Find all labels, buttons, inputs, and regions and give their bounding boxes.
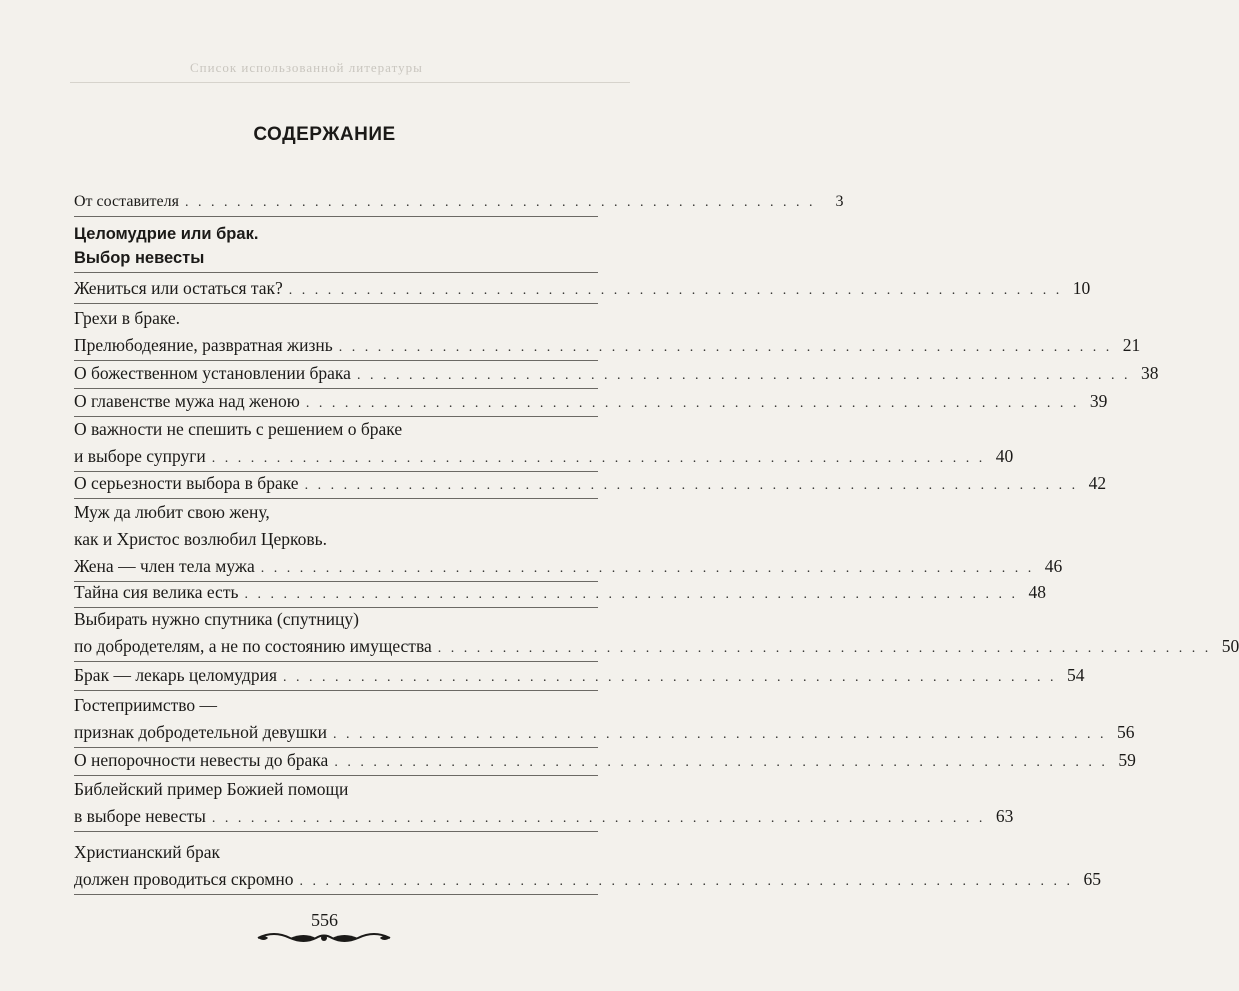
toc-entry-line <box>74 606 598 633</box>
toc-page-number: 65 <box>1083 869 1101 889</box>
leader-dots: . . . . . . . . . . . . . . . . . . . . . . . . . . . . . . . . . . . . . . . . . . . . . . . . . . . . . . . . . . . . <box>338 340 1113 355</box>
divider <box>74 216 598 217</box>
toc-entry-text: Жена — член тела мужа <box>74 556 255 576</box>
toc-entry-text: в выборе невесты <box>74 806 206 826</box>
toc-entry <box>74 499 1063 582</box>
toc-page-number: 3 <box>835 193 844 210</box>
toc-entry-line <box>74 579 1046 608</box>
toc-entry <box>74 606 1239 662</box>
page-number: 556 <box>311 910 338 930</box>
toc-entry-line <box>74 526 598 553</box>
leader-dots: . . . . . . . . . . . . . . . . . . . . . . . . . . . . . . . . . . . . . . . . . . . . . . . . . . . . . . . . . . . . <box>299 874 1073 889</box>
leader-dots: . . . . . . . . . . . . . . . . . . . . . . . . . . . . . . . . . . . . . . . . . . . . . . . . . . . . . . . . . . . . <box>333 727 1107 742</box>
header-rule <box>70 82 630 83</box>
toc-entry-line <box>74 719 1135 748</box>
toc-entry-text: признак добродетельной девушки <box>74 722 328 742</box>
toc-page-number: 59 <box>1118 750 1136 770</box>
toc-entry <box>74 388 1108 417</box>
toc-entry <box>74 416 1014 472</box>
running-header-ghost: Список использованной литературы <box>190 60 423 75</box>
toc-entry-line <box>74 747 1136 776</box>
toc-entry <box>74 776 1014 832</box>
section-heading-line2: Выбор невесты <box>74 249 205 267</box>
toc-entry-intro <box>74 188 844 216</box>
toc-entry <box>74 747 1136 776</box>
leader-dots: . . . . . . . . . . . . . . . . . . . . . . . . . . . . . . . . . . . . . . . . . . . . . . . . . . . . . . . . . . . . <box>211 811 986 826</box>
page-title: СОДЕРЖАНИЕ <box>253 124 396 145</box>
toc-page-number: 10 <box>1072 278 1091 298</box>
toc-entry-line <box>74 662 1085 691</box>
toc-entry-text: Муж да любит свою жену, <box>74 502 270 522</box>
section-heading <box>74 222 598 270</box>
toc-entry-text: О непорочности невесты до брака <box>74 750 329 770</box>
toc-page-number: 42 <box>1088 473 1107 493</box>
divider <box>74 894 598 895</box>
toc-entry-text: Тайна сия велика есть <box>74 582 239 602</box>
toc-entry-text: О серьезности выбора в браке <box>74 473 299 493</box>
toc-entry-line <box>74 866 1101 895</box>
toc-entry-text: О важности не спешить с решением о браке <box>74 419 403 439</box>
toc-entry <box>74 275 1091 304</box>
toc-entry-line <box>74 633 1239 662</box>
toc-entry-text: Гостеприимство — <box>74 695 218 715</box>
toc-entry-line <box>74 499 598 526</box>
leader-dots: . . . . . . . . . . . . . . . . . . . . . . . . . . . . . . . . . . . . . . . . . . . . . . . . . . . . . . . . . . . . <box>288 283 1063 298</box>
toc-entry-text: О главенстве мужа над женою <box>74 391 300 411</box>
leader-dots: . . . . . . . . . . . . . . . . . . . . . . . . . . . . . . . . . . . . . . . . . . . . . . . . . <box>185 195 816 210</box>
toc-entry-line <box>74 305 598 332</box>
toc-page-number: 38 <box>1140 363 1159 383</box>
toc-entry-text: Грехи в браке. <box>74 308 181 328</box>
toc-entry-text: Брак — лекарь целомудрия <box>74 665 278 685</box>
toc-entry-text: От составителя <box>74 193 179 210</box>
divider <box>74 272 598 273</box>
toc-entry-line <box>74 388 1108 417</box>
toc-entry-line <box>74 470 1107 499</box>
leader-dots: . . . . . . . . . . . . . . . . . . . . . . . . . . . . . . . . . . . . . . . . . . . . . . . . . . . . . . . . . . . . <box>244 587 1018 602</box>
toc-entry-text: Библейский пример Божией помощи <box>74 779 349 799</box>
leader-dots: . . . . . . . . . . . . . . . . . . . . . . . . . . . . . . . . . . . . . . . . . . . . . . . . . . . . . . . . . . . . <box>437 641 1212 656</box>
toc-entry-text: по добродетелям, а не по состоянию имущества <box>74 636 432 656</box>
toc-page-number: 63 <box>995 806 1014 826</box>
toc-entry-text: Выбирать нужно спутника (спутницу) <box>74 609 359 629</box>
leader-dots: . . . . . . . . . . . . . . . . . . . . . . . . . . . . . . . . . . . . . . . . . . . . . . . . . . . . . . . . . . . . <box>211 451 986 466</box>
toc-entry-text: Жениться или остаться так? <box>74 278 283 298</box>
toc-page-number: 40 <box>995 446 1014 466</box>
leader-dots: . . . . . . . . . . . . . . . . . . . . . . . . . . . . . . . . . . . . . . . . . . . . . . . . . . . . . . . . . . . . <box>260 561 1035 576</box>
toc-entry-line <box>74 553 1063 582</box>
toc-entry-line <box>74 275 1091 304</box>
toc-entry-line <box>74 776 598 803</box>
toc-entry-line <box>74 803 1014 832</box>
leader-dots: . . . . . . . . . . . . . . . . . . . . . . . . . . . . . . . . . . . . . . . . . . . . . . . . . . . . . . . . . . . . <box>305 396 1080 411</box>
leader-dots: . . . . . . . . . . . . . . . . . . . . . . . . . . . . . . . . . . . . . . . . . . . . . . . . . . . . . . . . . . . . <box>356 368 1131 383</box>
toc-entry-line <box>74 839 598 866</box>
toc-page-number: 39 <box>1089 391 1108 411</box>
divider <box>74 690 598 691</box>
toc-entry-text: и выборе супруги <box>74 446 206 466</box>
toc-entry <box>74 579 1046 608</box>
toc-entry <box>74 470 1107 499</box>
toc-entry-text: Христианский брак <box>74 842 220 862</box>
toc-entry <box>74 692 1135 748</box>
toc-entry-text: О божественном установлении брака <box>74 363 351 383</box>
leader-dots: . . . . . . . . . . . . . . . . . . . . . . . . . . . . . . . . . . . . . . . . . . . . . . . . . . . . . . . . . . . . <box>304 478 1079 493</box>
toc-entry-text: должен проводиться скромно <box>74 869 294 889</box>
toc-entry <box>74 305 1141 361</box>
toc-entry-line <box>74 443 1014 472</box>
toc-entry-text: как и Христос возлюбил Церковь. <box>74 529 328 549</box>
toc-entry-line <box>74 692 598 719</box>
toc-page-number: 46 <box>1044 556 1063 576</box>
toc-entry <box>74 839 1101 895</box>
toc-entry-text: Прелюбодеяние, развратная жизнь <box>74 335 333 355</box>
toc-entry <box>74 360 1159 389</box>
toc-entry-line <box>74 416 598 443</box>
toc-entry <box>74 662 1085 691</box>
toc-page-number: 54 <box>1067 665 1085 685</box>
toc-page-number: 48 <box>1028 582 1046 602</box>
toc-page-number: 50 <box>1221 636 1239 656</box>
toc-entry-line <box>74 360 1159 389</box>
leader-dots: . . . . . . . . . . . . . . . . . . . . . . . . . . . . . . . . . . . . . . . . . . . . . . . . . . . . . . . . . . . . <box>334 755 1108 770</box>
section-heading-line1: Целомудрие или брак. <box>74 225 259 243</box>
divider <box>74 831 598 832</box>
toc-page-number: 21 <box>1122 335 1141 355</box>
toc-entry-line <box>74 332 1141 361</box>
divider <box>74 303 598 304</box>
ornament-flourish-icon <box>254 928 394 948</box>
toc-page-number: 56 <box>1117 722 1135 742</box>
leader-dots: . . . . . . . . . . . . . . . . . . . . . . . . . . . . . . . . . . . . . . . . . . . . . . . . . . . . . . . . . . . . <box>283 670 1057 685</box>
